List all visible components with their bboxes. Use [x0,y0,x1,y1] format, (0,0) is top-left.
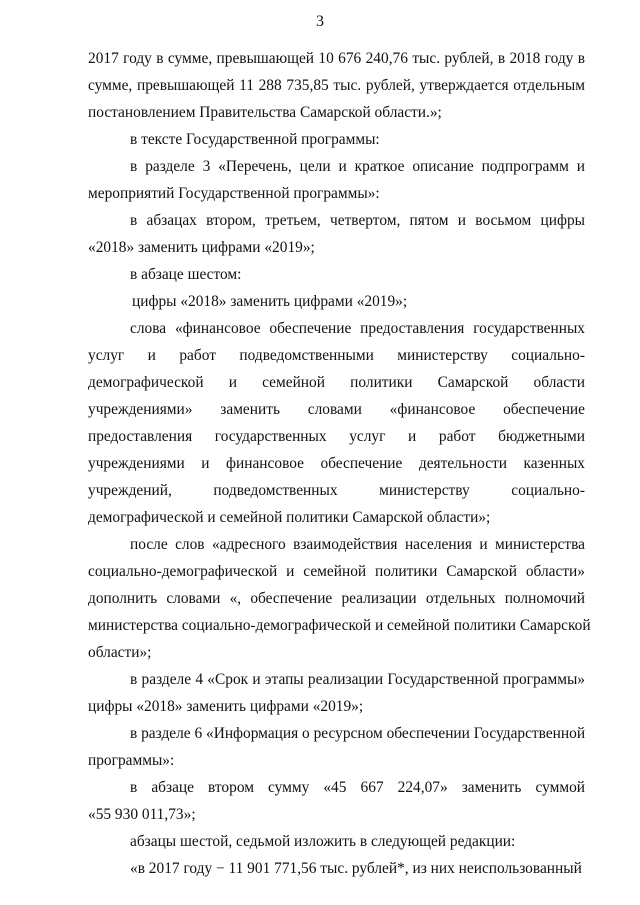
text-line: программы»: [88,752,175,769]
text-line: после слов «адресного взаимодействия населения и министерства [130,536,585,553]
paragraph [88,45,585,126]
text-line: министерства социально-демографической и семейной политики Самарской [88,617,591,634]
text-line: 2017 году в сумме, превышающей 10 676 240,76 тыс. рублей, в 2018 году в [88,50,585,67]
text-line: абзацы шестой, седьмой изложить в следующей редакции: [130,833,516,850]
paragraph [88,855,585,882]
text-line: дополнить словами «, обеспечение реализации отдельных полномочий [88,590,585,607]
text-line: демографической и семейной политики Самарской области [88,374,585,391]
paragraph [88,315,585,531]
text-line: области»; [88,644,152,661]
paragraph [88,531,591,666]
paragraph [88,261,585,288]
text-line: мероприятий Государственной программы»: [88,185,380,202]
text-line: в разделе 3 «Перечень, цели и краткое описание подпрограмм и [130,158,585,175]
text-line: «2018» заменить цифрами «2019»; [88,239,315,256]
text-line: «в 2017 году − 11 901 771,56 тыс. рублей*, из них неиспользованный [130,860,582,877]
paragraph [88,666,585,720]
text-line: в разделе 4 «Срок и этапы реализации Государственной программы» [130,671,585,688]
text-line: демографической и семейной политики Самарской области»; [88,509,491,526]
text-line: социально-демографической и семейной политики Самарской области» [88,563,585,580]
text-line: учреждениями» заменить словами «финансовое обеспечение [88,401,585,418]
text-line: учреждениями и финансовое обеспечение деятельности казенных [88,455,585,472]
paragraph [88,288,585,315]
text-line: «55 930 011,73»; [88,806,196,823]
text-line: в абзацах втором, третьем, четвертом, пятом и восьмом цифры [130,212,585,229]
text-line: предоставления государственных услуг и работ бюджетными [88,428,585,445]
paragraph [88,720,585,774]
paragraph [88,153,585,207]
text-line: постановлением Правительства Самарской области.»; [88,104,442,121]
text-line: слова «финансовое обеспечение предоставления государственных [130,320,585,337]
paragraph [88,828,585,855]
text-line: в абзаце втором сумму «45 667 224,07» заменить суммой [130,779,585,796]
text-line: услуг и работ подведомственными министерству социально- [88,347,585,364]
text-line: цифры «2018» заменить цифрами «2019»; [132,293,408,310]
text-line: цифры «2018» заменить цифрами «2019»; [88,698,364,715]
text-line: сумме, превышающей 11 288 735,85 тыс. рублей, утверждается отдельным [88,77,585,94]
page-number: 3 [316,13,324,30]
text-line: учреждений, подведомственных министерству социально- [88,482,585,499]
paragraph [88,207,585,261]
text-line: в разделе 6 «Информация о ресурсном обеспечении Государственной [130,725,586,742]
text-line: в абзаце шестом: [130,266,242,283]
document-body [88,45,591,882]
text-line: в тексте Государственной программы: [130,131,380,148]
paragraph [88,126,585,153]
paragraph [88,774,585,828]
